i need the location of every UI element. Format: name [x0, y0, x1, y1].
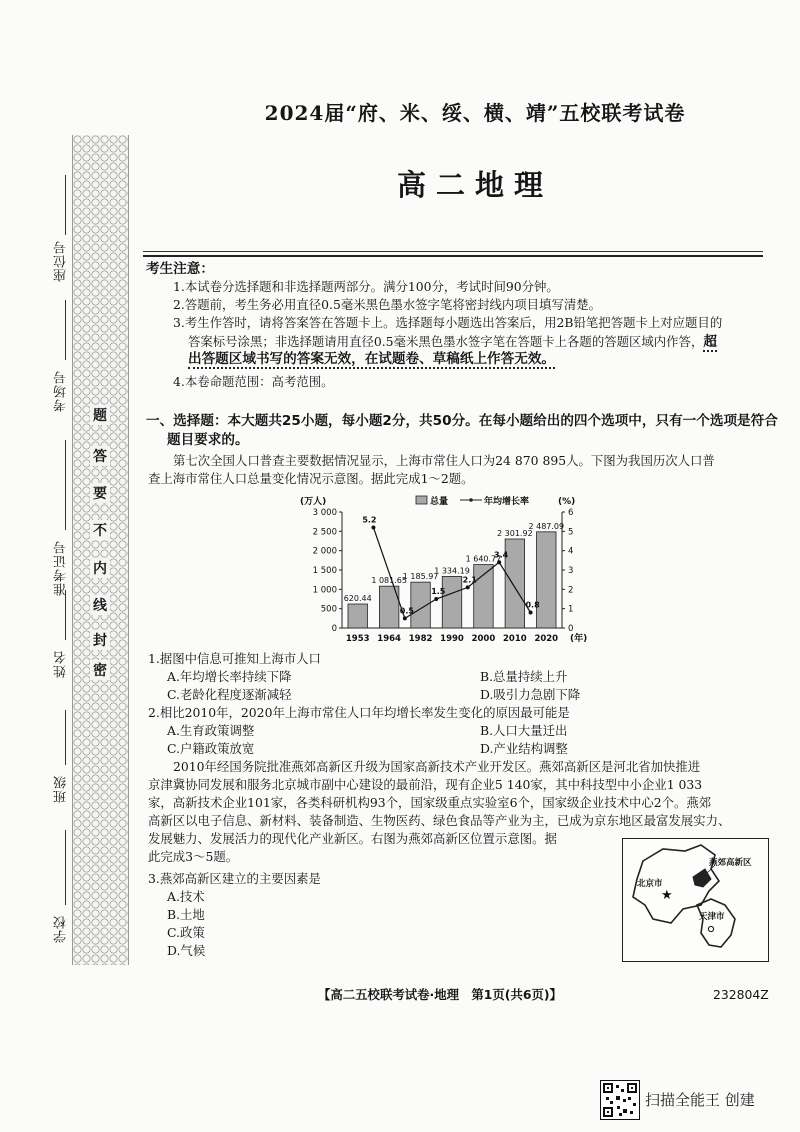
seal-char: 线 [90, 595, 110, 615]
ticket-label: 准考证号 [54, 540, 69, 596]
seal-char: 要 [90, 483, 110, 503]
right-unit: (%) [558, 497, 576, 507]
option: A.年均增长率持续下降 [167, 669, 292, 684]
exam-subject: 高二地理 [396, 168, 553, 202]
bar-label-1982: 1 185.97 [402, 572, 439, 582]
x-tick-label: 2020 [534, 634, 559, 644]
map-label-yanjiao: 燕郊高新区 [709, 858, 752, 868]
notice-text: 答案标号涂黑；非选择题请用直径0.5毫米黑色墨水签字笔在答题卡上各题的答题区域内作答， [188, 334, 704, 349]
notice-emphasis: 超 [703, 334, 717, 350]
x-tick-label: 1990 [440, 634, 464, 644]
seal-char: 不 [90, 520, 110, 540]
growth-point [466, 585, 470, 589]
legend-bar-label: 总量 [430, 497, 449, 507]
school-line [65, 830, 66, 905]
question-stem: 3.燕郊高新区建立的主要因素是 [148, 871, 321, 886]
notice-item: 3.考生作答时，请将答案答在答题卡上。选择题每小题选出答案后，用2B铅笔把答题卡上对应题目的 [173, 315, 723, 330]
x-tick-label: 2000 [471, 634, 496, 644]
name-line [65, 590, 66, 640]
notice-item [188, 334, 717, 350]
right-tick-label: 4 [568, 546, 574, 557]
option: A.技术 [167, 889, 205, 904]
growth-point [371, 525, 375, 529]
name-label: 姓名 [54, 650, 69, 678]
notice-item: 4.本卷命题范围：高考范围。 [173, 374, 334, 389]
question-stem: 2.相比2010年，2020年上海市常住人口年均增长率发生变化的原因最可能是 [148, 705, 570, 720]
left-tick-label: 3 000 [312, 508, 337, 518]
header-rule [143, 251, 763, 252]
bar-1953 [348, 604, 367, 628]
growth-label: 2.1 [462, 575, 477, 585]
bar-label-2020: 2 487.09 [528, 521, 565, 531]
option: B.人口大量迁出 [480, 723, 568, 738]
passage-text: 第七次全国人口普查主要数据情况显示，上海市常住人口为24 870 895人。下图为我国历次人口普 [173, 453, 715, 468]
binding-strip [72, 135, 129, 965]
notice-emphasis: 出答题区域书写的答案无效，在试题卷、草稿纸上作答无效。 [188, 351, 555, 369]
option: B.土地 [167, 907, 205, 922]
map-label-beijing: 北京市 [637, 879, 663, 889]
option: D.产业结构调整 [480, 741, 568, 756]
bar-2020 [537, 532, 556, 628]
option: B.总量持续上升 [480, 669, 568, 684]
map-drawing [623, 839, 768, 961]
beijing-star-icon: ★ [661, 888, 673, 903]
school-label: 学校 [54, 915, 69, 943]
x-tick-label: 2010 [503, 634, 527, 644]
bar-label-1953: 620.44 [343, 594, 372, 604]
exam-code: 232804Z [713, 987, 769, 1002]
option: D.吸引力急剧下降 [480, 687, 581, 702]
ticket-line [65, 440, 66, 530]
option: D.气候 [167, 943, 206, 958]
seal-char: 题 [90, 405, 110, 425]
passage-text: 查上海市常住人口总量变化情况示意图。据此完成1～2题。 [148, 471, 474, 486]
qr-code-icon [600, 1080, 640, 1120]
seat-line [65, 175, 66, 235]
bar-1990 [442, 576, 461, 628]
passage-text: 此完成3～5题。 [148, 849, 239, 864]
notice-heading: 考生注意： [146, 261, 214, 277]
growth-point [434, 597, 438, 601]
bar-label-2010: 2 301.92 [497, 528, 533, 538]
seat-label: 座位号 [54, 240, 69, 282]
option: C.户籍政策放宽 [167, 741, 255, 756]
growth-label: 0.8 [525, 600, 540, 610]
bar-label-1964: 1 081.65 [371, 576, 407, 586]
section-heading: 一、选择题：本大题共25小题，每小题2分，共50分。在每小题给出的四个选项中，只有一个选项是符合 [146, 413, 778, 429]
option: A.生育政策调整 [167, 723, 255, 738]
seal-char: 封 [90, 630, 110, 650]
right-tick-label: 1 [568, 604, 574, 615]
section-heading: 题目要求的。 [167, 432, 249, 448]
growth-label: 5.2 [362, 515, 377, 525]
legend-line-marker [469, 498, 473, 502]
bar-label-1990: 1 334.19 [434, 566, 470, 576]
class-label: 班级 [54, 775, 69, 803]
legend-line-label: 年均增长率 [484, 497, 530, 507]
x-tick-label: 1964 [377, 634, 401, 644]
seal-char: 密 [90, 660, 110, 680]
option: C.政策 [167, 925, 205, 940]
passage-text: 2010年经国务院批准燕郊高新区升级为国家高新技术产业开发区。燕郊高新区是河北省加快推进 [173, 759, 701, 774]
class-line [65, 710, 66, 765]
map-label-tianjin: 天津市 [699, 912, 725, 922]
population-chart [296, 488, 606, 648]
location-map [622, 838, 769, 962]
passage-text: 发展魅力、发展活力的现代化产业新区。右图为燕郊高新区位置示意图。据 [148, 831, 557, 846]
x-tick-label: 1982 [408, 634, 433, 644]
exam-room-label: 考场号 [54, 370, 69, 412]
x-unit: (年) [570, 634, 588, 644]
growth-label: 1.5 [431, 587, 446, 596]
left-tick-label: 1 000 [312, 585, 337, 596]
notice-item: 1.本试卷分选择题和非选择题两部分。满分100分，考试时间90分钟。 [173, 279, 559, 294]
option: C.老龄化程度逐渐减轻 [167, 687, 292, 702]
left-tick-label: 500 [320, 604, 337, 615]
exam-room-line [65, 300, 66, 360]
header-rule-thick [143, 255, 763, 257]
growth-label: 0.5 [399, 606, 414, 616]
left-tick-label: 1 500 [312, 566, 337, 576]
question-stem: 1.据图中信息可推知上海市人口 [148, 651, 321, 666]
passage-text: 高新区以电子信息、新材料、装备制造、生物医药、绿色食品等产业为主，已成为京东地区最富发展实力、 [148, 813, 731, 828]
tianjin-point [708, 926, 713, 931]
seal-char: 内 [90, 558, 110, 578]
right-tick-label: 2 [568, 585, 574, 596]
qr-pattern [601, 1081, 639, 1119]
legend-bar-swatch [416, 496, 427, 504]
scanner-watermark: 扫描全能王 创建 [645, 1091, 755, 1109]
right-tick-label: 0 [568, 624, 574, 634]
left-unit: (万人) [300, 497, 327, 507]
right-tick-label: 3 [568, 566, 574, 576]
passage-text: 京津冀协同发展和服务北京城市副中心建设的最前沿，现有企业5 140家，其中科技型中小企业1 033 [148, 777, 703, 792]
notice-item: 2.答题前，考生务必用直径0.5毫米黑色墨水签字笔将密封线内项目填写清楚。 [173, 297, 602, 312]
right-tick-label: 5 [568, 527, 574, 538]
tianjin-boundary [697, 899, 735, 947]
left-tick-label: 0 [331, 624, 337, 634]
left-tick-label: 2 000 [312, 546, 337, 557]
x-tick-label: 1953 [345, 634, 370, 644]
seal-char: 答 [90, 446, 110, 466]
growth-point [529, 611, 533, 615]
bar-label-2000: 1 640.77 [465, 554, 502, 564]
left-tick-label: 2 500 [312, 527, 337, 538]
passage-text: 家，高新技术企业101家，各类科研机构93个，国家级重点实验室6个，国家级企业技术中心2个。燕郊 [148, 795, 712, 810]
growth-label: 3.4 [494, 550, 509, 560]
page-footer: 【高二五校联考试卷·地理 第1页(共6页)】 [318, 987, 562, 1002]
right-tick-label: 6 [568, 508, 574, 518]
growth-point [403, 616, 407, 620]
exam-title: 2024届“府、米、绥、横、靖”五校联考试卷 [264, 101, 686, 125]
